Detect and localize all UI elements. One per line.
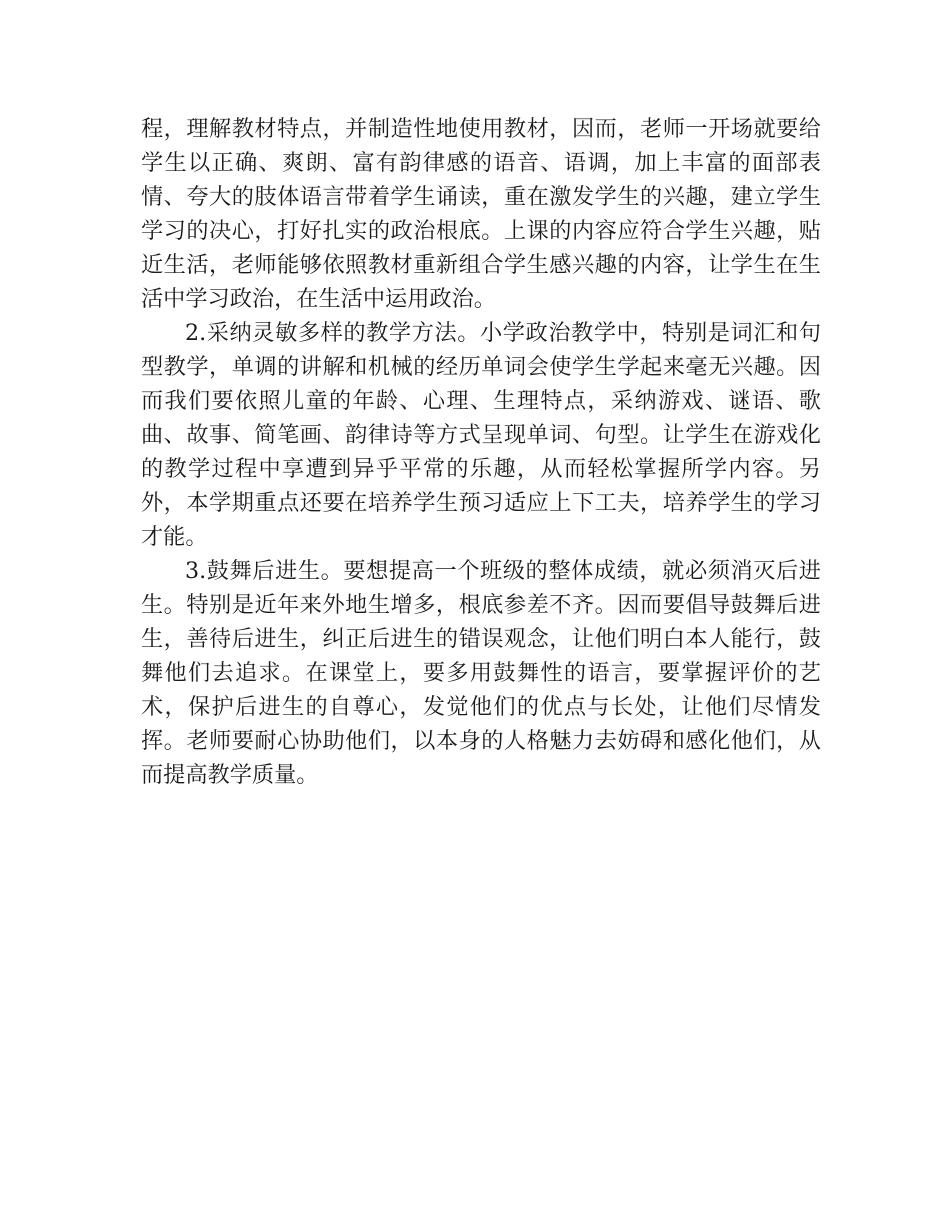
paragraph-encourage-students: 3.鼓舞后进生。要想提高一个班级的整体成绩，就必须消灭后进生。特别是近年来外地生增多，根底参差不齐。因而要倡导鼓舞后进生，善待后进生，纠正后进生的错误观念，让他们明白本人能行，鼓舞他们去追求。在课堂上，要多用鼓舞性的语言，要掌握评价的艺术，保护后进生的自尊心，发觉他们的优点与长处，让他们尽情发挥。老师要耐心协助他们，以本身的人格魅力去妨碍和感化他们，从而提高教学质量。	[141, 558, 821, 788]
paragraph-teaching-methods: 2.采纳灵敏多样的教学方法。小学政治教学中，特别是词汇和句型教学，单调的讲解和机械的经历单词会使学生学起来毫无兴趣。因而我们要依照儿童的年龄、心理、生理特点，采纳游戏、谜语、歌曲、故事、简笔画、韵律诗等方式呈现单词、句型。让学生在游戏化的教学过程中享遭到异乎平常的乐趣，从而轻松掌握所学内容。另外，本学期重点还要在培养学生预习适应上下工夫，培养学生的学习才能。	[141, 320, 821, 550]
document-body	[141, 112, 821, 792]
paragraph-continuation: 程，理解教材特点，并制造性地使用教材，因而，老师一开场就要给学生以正确、爽朗、富有韵律感的语音、语调，加上丰富的面部表情、夸大的肢体语言带着学生诵读，重在激发学生的兴趣，建立学生学习的决心，打好扎实的政治根底。上课的内容应符合学生兴趣，贴近生活，老师能够依照教材重新组合学生感兴趣的内容，让学生在生活中学习政治，在生活中运用政治。	[141, 116, 821, 312]
